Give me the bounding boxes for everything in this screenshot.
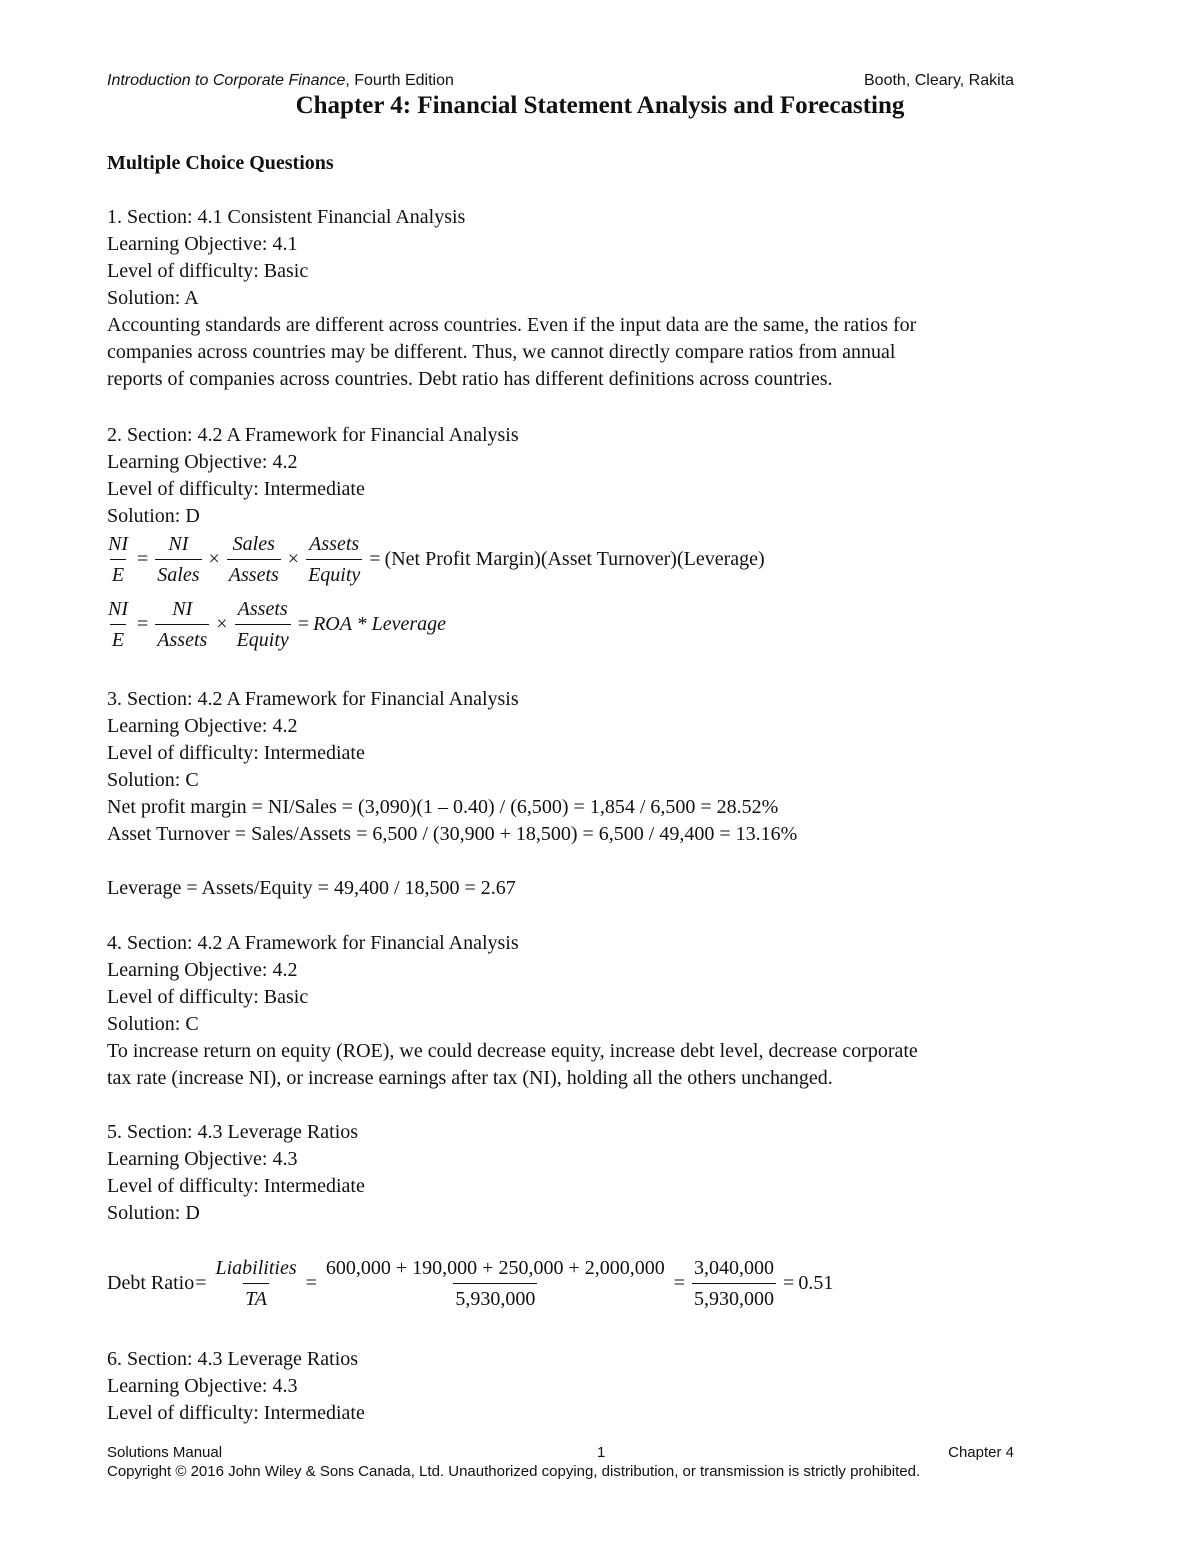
q5-section: 5. Section: 4.3 Leverage Ratios	[107, 1121, 359, 1143]
fraction-denominator: Equity	[306, 559, 362, 587]
fraction-numerator: Assets	[237, 598, 288, 620]
fraction-denominator: Equity	[235, 624, 291, 652]
footer-solutions-manual: Solutions Manual	[107, 1444, 223, 1461]
footer-copyright: Copyright © 2016 John Wiley & Sons Canada, Ltd. Unauthorized copying, distribution, or transmission is strictly prohibited.	[107, 1463, 921, 1480]
q5-difficulty: Level of difficulty: Intermediate	[107, 1175, 365, 1197]
fraction-numerator: Sales	[232, 533, 275, 555]
running-header-left	[107, 72, 454, 90]
fraction-numerator: Assets	[309, 533, 360, 555]
q6-section: 6. Section: 4.3 Leverage Ratios	[107, 1348, 359, 1370]
q2-section: 2. Section: 4.2 A Framework for Financial Analysis	[107, 424, 519, 446]
q1-explanation-line: reports of companies across countries. Debt ratio has different definitions across countries.	[107, 368, 833, 390]
q4-explanation-line: tax rate (increase NI), or increase earnings after tax (NI), holding all the others unchanged.	[107, 1067, 833, 1089]
q1-explanation-line: companies across countries may be different. Thus, we cannot directly compare ratios from annual	[107, 341, 896, 363]
footer-chapter: Chapter 4	[948, 1444, 1014, 1461]
question-5	[107, 1119, 1097, 1227]
fraction-denominator: Assets	[155, 624, 209, 652]
question-3	[107, 686, 1097, 902]
equation-result: 0.51	[798, 1272, 834, 1294]
fraction-numerator: 3,040,000	[694, 1257, 775, 1279]
fraction-denominator: Assets	[227, 559, 281, 587]
question-2	[107, 422, 1097, 530]
q6-difficulty: Level of difficulty: Intermediate	[107, 1402, 365, 1424]
q5-debt-ratio-equation: Debt Ratio = $\frac{\text{Liabilities}}{TA}$ = $\frac{600,000 + 190,000 + 250,000 + 2,000,000}{5,930,000}$ = $\frac{3,040,000}{5,930,000}$ = 0.51	[107, 1257, 834, 1310]
q4-objective: Learning Objective: 4.2	[107, 959, 298, 981]
q4-section: 4. Section: 4.2 A Framework for Financial Analysis	[107, 932, 519, 954]
q6-objective: Learning Objective: 4.3	[107, 1375, 298, 1397]
footer-page-number: 1	[597, 1444, 606, 1461]
question-1	[107, 204, 1097, 393]
fraction-denominator: TA	[243, 1283, 269, 1311]
fraction-numerator: Liabilities	[215, 1257, 297, 1279]
section-heading: Multiple Choice Questions	[107, 152, 334, 174]
running-header-authors: Booth, Cleary, Rakita	[864, 72, 1014, 89]
q3-calc-net-profit-margin: Net profit margin = NI/Sales = (3,090)(1 – 0.40) / (6,500) = 1,854 / 6,500 = 28.52%	[107, 796, 779, 818]
q3-objective: Learning Objective: 4.2	[107, 715, 298, 737]
q3-section: 3. Section: 4.2 A Framework for Financial Analysis	[107, 688, 519, 710]
fraction-denominator: 5,930,000	[453, 1283, 537, 1311]
q4-solution: Solution: C	[107, 1013, 199, 1035]
equation-result: (Net Profit Margin)(Asset Turnover)(Leverage)	[384, 548, 765, 570]
fraction-numerator: NI	[168, 533, 189, 555]
q2-difficulty: Level of difficulty: Intermediate	[107, 478, 365, 500]
fraction-denominator: E	[110, 559, 126, 587]
fraction-numerator: NI	[108, 533, 128, 555]
q2-equation-2: $\frac{NI}{E}$ = $\frac{NI}{\text{Assets}}$ × $\frac{\text{Assets}}{\text{Equity}}$ = ROA * Leverage	[108, 598, 446, 651]
q5-objective: Learning Objective: 4.3	[107, 1148, 298, 1170]
q4-explanation-line: To increase return on equity (ROE), we could decrease equity, increase debt level, decrease corporate	[107, 1040, 918, 1062]
fraction-numerator: NI	[172, 598, 193, 620]
q1-difficulty: Level of difficulty: Basic	[107, 260, 309, 282]
fraction-denominator: E	[110, 624, 126, 652]
fraction-numerator: 600,000 + 190,000 + 250,000 + 2,000,000	[325, 1257, 665, 1279]
q4-difficulty: Level of difficulty: Basic	[107, 986, 309, 1008]
q3-calc-asset-turnover: Asset Turnover = Sales/Assets = 6,500 / (30,900 + 18,500) = 6,500 / 49,400 = 13.16%	[107, 823, 798, 845]
q3-calc-leverage: Leverage = Assets/Equity = 49,400 / 18,500 = 2.67	[107, 877, 516, 899]
q1-objective: Learning Objective: 4.1	[107, 233, 298, 255]
question-6	[107, 1346, 1097, 1427]
q2-solution: Solution: D	[107, 505, 200, 527]
q3-difficulty: Level of difficulty: Intermediate	[107, 742, 365, 764]
chapter-title: Chapter 4: Financial Statement Analysis and Forecasting	[295, 92, 905, 119]
equation-result: ROA * Leverage	[313, 613, 446, 635]
book-edition: , Fourth Edition	[345, 72, 454, 89]
fraction-denominator: 5,930,000	[692, 1283, 776, 1311]
q1-solution: Solution: A	[107, 287, 199, 309]
question-4	[107, 930, 1097, 1092]
q1-section: 1. Section: 4.1 Consistent Financial Analysis	[107, 206, 466, 228]
q5-solution: Solution: D	[107, 1202, 200, 1224]
fraction-numerator: NI	[108, 598, 128, 620]
fraction-denominator: Sales	[155, 559, 201, 587]
equation-label: Debt Ratio	[107, 1272, 195, 1294]
book-title: Introduction to Corporate Finance	[107, 72, 346, 89]
q2-equation-1: $\frac{NI}{E}$ = $\frac{NI}{\text{Sales}}$ × $\frac{\text{Sales}}{\text{Assets}}$ × $\frac{\text{Assets}}{\text{Equity}}$ = (Net Profit Margin)(Asset Turnover)(Leverage)	[108, 533, 765, 586]
q2-objective: Learning Objective: 4.2	[107, 451, 298, 473]
q3-solution: Solution: C	[107, 769, 199, 791]
q1-explanation-line: Accounting standards are different across countries. Even if the input data are the same, the ratios for	[107, 314, 917, 336]
